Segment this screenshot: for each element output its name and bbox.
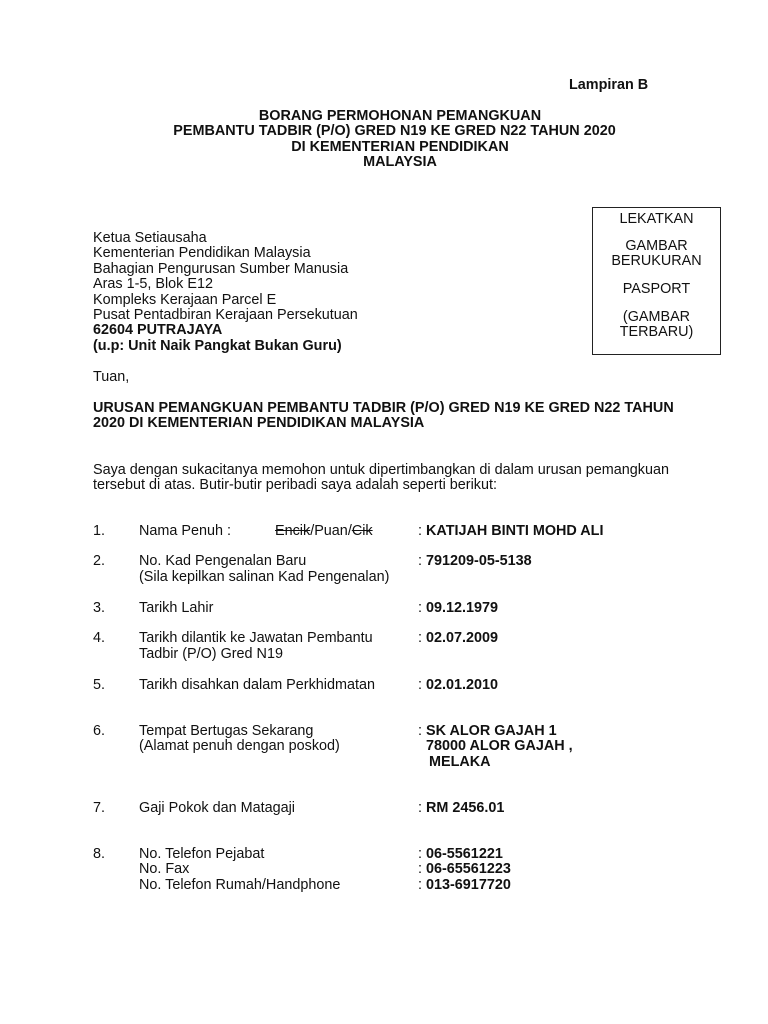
item-value: 02.07.2009 [426,630,499,646]
item-label: Tarikh dilantik ke Jawatan Pembantu [139,630,373,646]
item-value: RM 2456.01 [426,800,505,816]
colon: : [418,523,422,539]
form-title-line-4: MALAYSIA [363,154,437,170]
subject-line-2: 2020 DI KEMENTERIAN PENDIDIKAN MALAYSIA [93,415,425,431]
title-encik: Encik [275,523,311,539]
address-line-1: Ketua Setiausaha [93,230,207,246]
item-number: 5. [93,677,106,693]
item-number: 4. [93,630,106,646]
colon: : [418,600,422,616]
item-value: MELAKA [429,754,491,770]
address-line-3: Bahagian Pengurusan Sumber Manusia [93,261,349,277]
title-cik: Cik [351,523,373,539]
colon: : [418,553,422,569]
item-label: No. Telefon Rumah/Handphone [139,877,341,893]
colon: : [418,723,422,739]
passport-photo-box [592,207,721,355]
photo-box-text-2: GAMBAR [625,238,688,254]
item-value: 78000 ALOR GAJAH , [426,738,573,754]
item-label: No. Telefon Pejabat [139,846,265,862]
item-note: (Sila kepilkan salinan Kad Pengenalan) [139,569,390,585]
address-line-6: Pusat Pentadbiran Kerajaan Persekutuan [93,307,358,323]
address-line-4: Aras 1-5, Blok E12 [93,276,213,292]
item-number: 2. [93,553,106,569]
address-line-5: Kompleks Kerajaan Parcel E [93,292,277,308]
colon: : [418,861,422,877]
title-options [275,524,373,540]
form-title-line-1: BORANG PERMOHONAN PEMANGKUAN [258,108,542,124]
title-puan: Puan [314,523,348,539]
item-label: No. Kad Pengenalan Baru [139,553,307,569]
item-value: 013-6917720 [426,877,511,893]
item-value: 02.01.2010 [426,677,499,693]
item-value: SK ALOR GAJAH 1 [426,723,557,739]
item-label: Tarikh disahkan dalam Perkhidmatan [139,677,375,693]
colon: : [418,677,422,693]
colon: : [418,877,422,893]
item-label: Gaji Pokok dan Matagaji [139,800,295,816]
item-number: 1. [93,523,106,539]
item-number: 7. [93,800,106,816]
item-label: Tempat Bertugas Sekarang [139,723,314,739]
item-value: 06-65561223 [426,861,511,877]
intro-line-2: tersebut di atas. Butir-butir peribadi saya adalah seperti berikut: [93,477,497,493]
item-label: Nama Penuh : [139,523,231,539]
form-title-line-2: PEMBANTU TADBIR (P/O) GRED N19 KE GRED N22 TAHUN 2020 [173,123,616,139]
photo-box-text-1: LEKATKAN [619,211,694,227]
title-separator: / [347,523,352,539]
colon: : [418,846,422,862]
address-line-7: 62604 PUTRAJAYA [93,322,223,338]
item-value: 09.12.1979 [426,600,499,616]
item-number: 8. [93,846,106,862]
photo-box-text-6: TERBARU) [619,324,694,340]
colon: : [418,800,422,816]
item-number: 6. [93,723,106,739]
photo-box-text-5: (GAMBAR [622,309,691,325]
photo-box-text-4: PASPORT [622,281,691,297]
form-title-line-3: DI KEMENTERIAN PENDIDIKAN [291,139,509,155]
item-label: Tarikh Lahir [139,600,214,616]
subject-line-1: URUSAN PEMANGKUAN PEMBANTU TADBIR (P/O) GRED N19 KE GRED N22 TAHUN [93,400,674,416]
intro-line-1: Saya dengan sukacitanya memohon untuk dipertimbangkan di dalam urusan pemangkuan [93,462,669,478]
title-separator: / [310,523,315,539]
item-label: No. Fax [139,861,190,877]
address-line-8: (u.p: Unit Naik Pangkat Bukan Guru) [93,338,342,354]
attachment-label: Lampiran B [569,77,649,93]
salutation: Tuan, [93,369,130,385]
item-value: 791209-05-5138 [426,553,532,569]
item-number: 3. [93,600,106,616]
item-note: (Alamat penuh dengan poskod) [139,738,340,754]
address-line-2: Kementerian Pendidikan Malaysia [93,245,311,261]
colon: : [418,630,422,646]
item-label: Tadbir (P/O) Gred N19 [139,646,283,662]
item-value: 06-5561221 [426,846,503,862]
item-value: KATIJAH BINTI MOHD ALI [426,523,604,539]
photo-box-text-3: BERUKURAN [611,253,702,269]
